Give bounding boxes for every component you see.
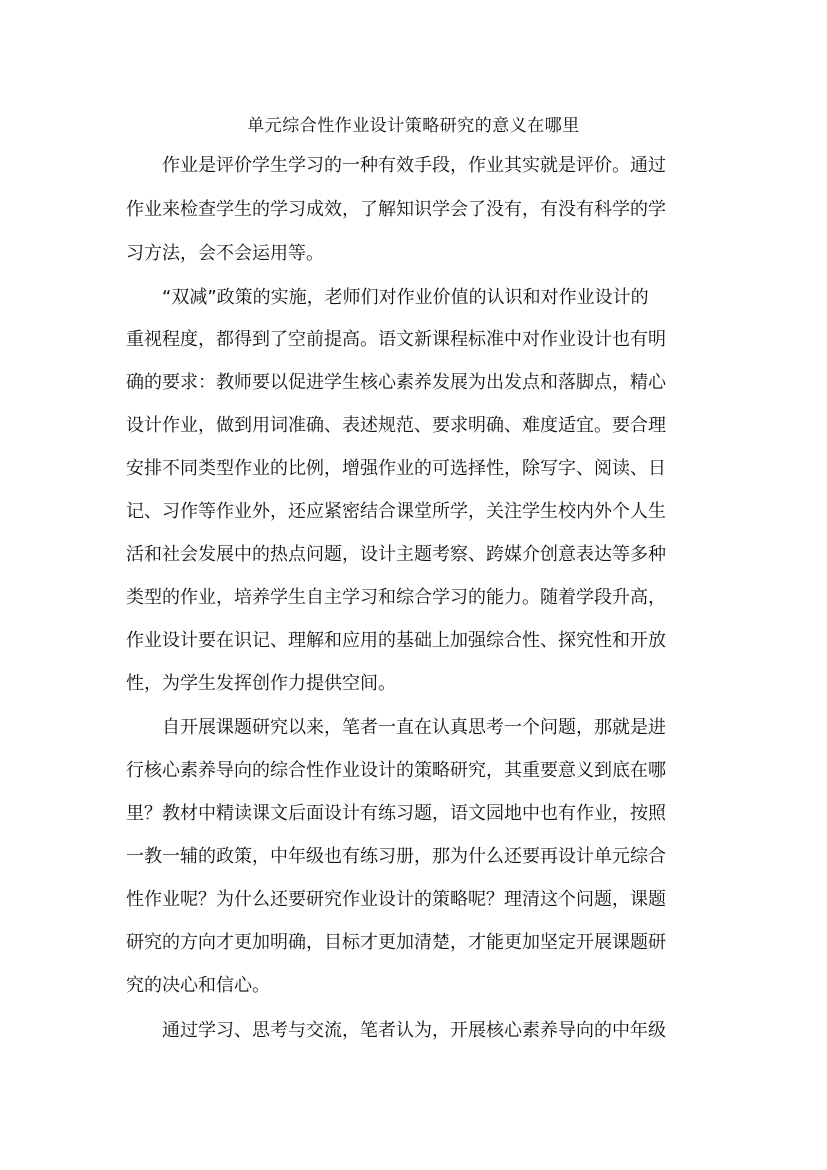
paragraph-2-line-1: “双减”政策的实施，老师们对作业价值的认识和对作业设计的 (162, 287, 649, 308)
paragraph-3-line-3: 里？教材中精读课文后面设计有练习题，语文园地中也有作业，按照 (126, 803, 666, 824)
paragraph-2-line-8: 类型的作业，培养学生自主学习和综合学习的能力。随着学段升高， (126, 587, 666, 608)
paragraph-3-line-7: 究的决心和信心。 (126, 975, 270, 996)
paragraph-1-line-2: 作业来检查学生的学习成效，了解知识学会了没有，有没有科学的学 (126, 199, 666, 220)
document-title: 单元综合性作业设计策略研究的意义在哪里 (247, 116, 580, 136)
paragraph-2-line-6: 记、习作等作业外，还应紧密结合课堂所学，关注学生校内外个人生 (126, 501, 666, 522)
paragraph-2-line-10: 性，为学生发挥创作力提供空间。 (126, 673, 396, 694)
paragraph-4-line-1: 通过学习、思考与交流，笔者认为，开展核心素养导向的中年级 (162, 1020, 666, 1041)
paragraph-1-line-1: 作业是评价学生学习的一种有效手段，作业其实就是评价。通过 (162, 155, 666, 176)
paragraph-3-line-6: 研究的方向才更加明确，目标才更加清楚，才能更加坚定开展课题研 (126, 932, 666, 953)
paragraph-3-line-1: 自开展课题研究以来，笔者一直在认真思考一个问题，那就是进 (162, 717, 666, 738)
paragraph-2-line-2: 重视程度，都得到了空前提高。语文新课程标准中对作业设计也有明 (126, 329, 666, 350)
paragraph-2-line-4: 设计作业，做到用词准确、表述规范、要求明确、难度适宜。要合理 (126, 415, 666, 436)
paragraph-2-line-9: 作业设计要在识记、理解和应用的基础上加强综合性、探究性和开放 (126, 630, 666, 651)
paragraph-2-line-5: 安排不同类型作业的比例，增强作业的可选择性，除写字、阅读、日 (126, 458, 666, 479)
paragraph-3-line-5: 性作业呢？为什么还要研究作业设计的策略呢？理清这个问题，课题 (126, 889, 666, 910)
paragraph-2-line-7: 活和社会发展中的热点问题，设计主题考察、跨媒介创意表达等多种 (126, 544, 666, 565)
paragraph-2-line-3: 确的要求：教师要以促进学生核心素养发展为出发点和落脚点，精心 (126, 372, 666, 393)
paragraph-3-line-4: 一教一辅的政策，中年级也有练习册，那为什么还要再设计单元综合 (126, 846, 666, 867)
paragraph-1-line-3: 习方法，会不会运用等。 (126, 243, 324, 264)
paragraph-3-line-2: 行核心素养导向的综合性作业设计的策略研究，其重要意义到底在哪 (126, 760, 666, 781)
